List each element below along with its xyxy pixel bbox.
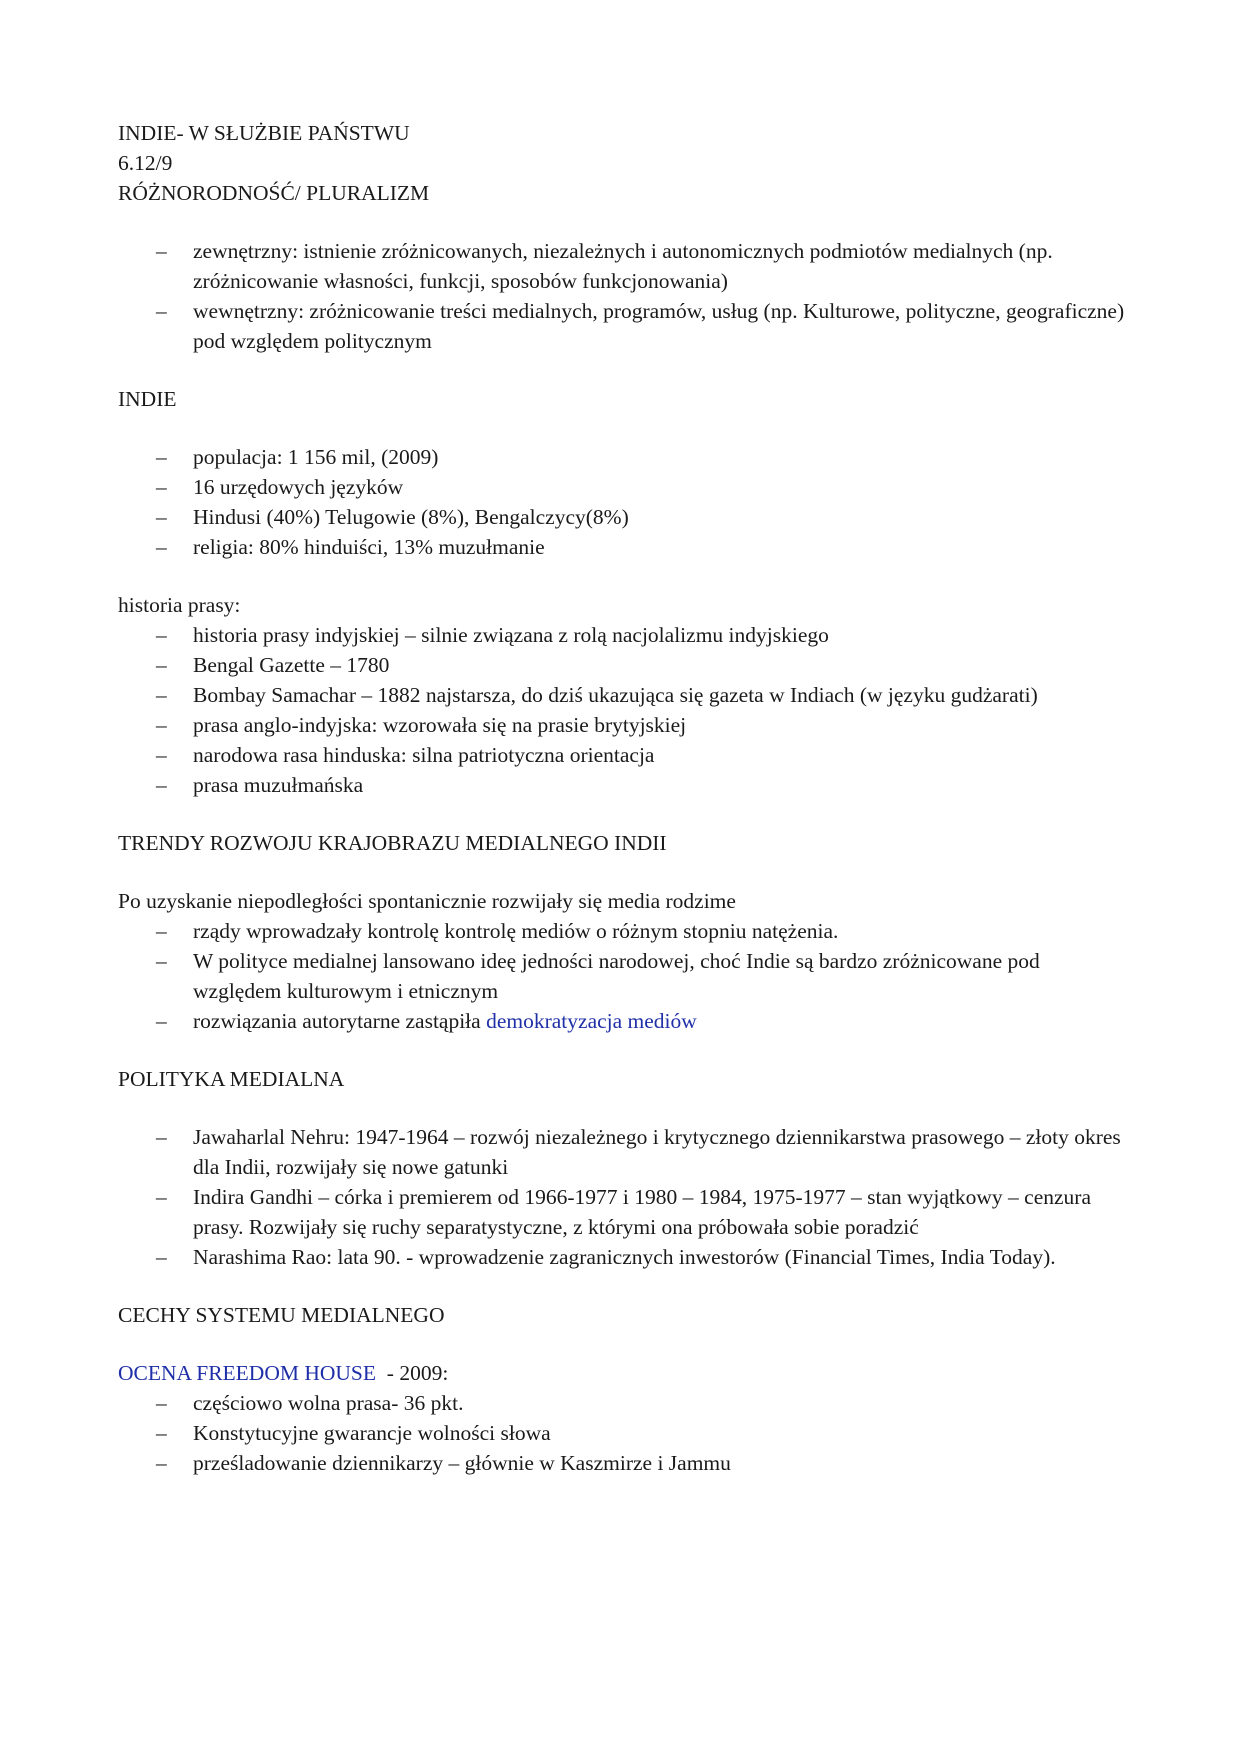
- trends-heading: TRENDY ROZWOJU KRAJOBRAZU MEDIALNEGO INDII: [118, 831, 667, 855]
- list-item-text: historia prasy indyjskiej – silnie związana z rolą nacjolalizmu indyjskiego: [193, 623, 829, 647]
- dash-bullet: –: [156, 1391, 167, 1415]
- list-item-text: Hindusi (40%) Telugowie (8%), Bengalczycy(8%): [193, 505, 629, 529]
- democratization-link[interactable]: demokratyzacja mediów: [486, 1009, 697, 1033]
- list-item-text: częściowo wolna prasa- 36 pkt.: [193, 1391, 464, 1415]
- list-item: [118, 680, 1128, 710]
- dash-bullet: –: [156, 1125, 167, 1149]
- list-item-text: Indira Gandhi – córka i premierem od 1966-1977 i 1980 – 1984, 1975-1977 – stan wyjątkowy – cenzura prasy. Rozwijały się ruchy separatystyczne, z którymi ona próbowała sobie poradzić: [193, 1185, 1092, 1239]
- dash-bullet: –: [156, 1185, 167, 1209]
- list-item: [118, 502, 1128, 532]
- press-history-list: [118, 620, 1128, 800]
- list-item: [118, 916, 1128, 946]
- press-history-heading: historia prasy:: [118, 593, 241, 617]
- list-item: [118, 1242, 1128, 1272]
- dash-bullet: –: [156, 239, 167, 263]
- trends-list: [118, 916, 1128, 1036]
- india-facts-list: [118, 442, 1128, 562]
- list-item-text: Bengal Gazette – 1780: [193, 653, 390, 677]
- dash-bullet: –: [156, 1421, 167, 1445]
- dash-bullet: –: [156, 1451, 167, 1475]
- list-item-text: prześladowanie dziennikarzy – głównie w Kaszmirze i Jammu: [193, 1451, 731, 1475]
- list-item: [118, 710, 1128, 740]
- list-item: [118, 1388, 1128, 1418]
- list-item: [118, 620, 1128, 650]
- dash-bullet: –: [156, 1245, 167, 1269]
- list-item: [118, 1448, 1128, 1478]
- list-item-text: zewnętrzny: istnienie zróżnicowanych, niezależnych i autonomicznych podmiotów medialnych (np. zróżnicowanie własności, funkcji, sposobów funkcjonowania): [193, 239, 1053, 293]
- list-item-text: populacja: 1 156 mil, (2009): [193, 445, 439, 469]
- dash-bullet: –: [156, 743, 167, 767]
- policy-heading: POLITYKA MEDIALNA: [118, 1067, 345, 1091]
- system-heading: CECHY SYSTEMU MEDIALNEGO: [118, 1303, 445, 1327]
- dash-bullet: –: [156, 299, 167, 323]
- list-item-text: rządy wprowadzały kontrolę kontrolę mediów o różnym stopniu natężenia.: [193, 919, 839, 943]
- dash-bullet: –: [156, 949, 167, 973]
- dash-bullet: –: [156, 475, 167, 499]
- freedom-house-year: - 2009:: [376, 1361, 449, 1385]
- dash-bullet: –: [156, 713, 167, 737]
- list-item: [118, 1006, 1128, 1036]
- list-item: [118, 472, 1128, 502]
- list-item-text: prasa anglo-indyjska: wzorowała się na prasie brytyjskiej: [193, 713, 687, 737]
- list-item-text: prasa muzułmańska: [193, 773, 364, 797]
- list-item: [118, 1182, 1128, 1242]
- document-content: [118, 118, 1128, 1478]
- list-item-text: Narashima Rao: lata 90. - wprowadzenie zagranicznych inwestorów (Financial Times, India Today).: [193, 1245, 1056, 1269]
- list-item-text: rozwiązania autorytarne zastąpiła: [193, 1009, 487, 1033]
- trends-intro: Po uzyskanie niepodległości spontanicznie rozwijały się media rodzime: [118, 889, 736, 913]
- freedom-house-line: [118, 1358, 1128, 1388]
- list-item: [118, 296, 1128, 356]
- dash-bullet: –: [156, 919, 167, 943]
- dash-bullet: –: [156, 623, 167, 647]
- list-item-text: Bombay Samachar – 1882 najstarsza, do dziś ukazująca się gazeta w Indiach (w języku gudżarati): [193, 683, 1038, 707]
- policy-list: [118, 1122, 1128, 1272]
- freedom-house-link[interactable]: OCENA FREEDOM HOUSE: [118, 1361, 377, 1385]
- dash-bullet: –: [156, 445, 167, 469]
- list-item-text: religia: 80% hinduiści, 13% muzułmanie: [193, 535, 545, 559]
- list-item: [118, 532, 1128, 562]
- list-item: [118, 650, 1128, 680]
- document-date: 6.12/9: [118, 151, 173, 175]
- dash-bullet: –: [156, 773, 167, 797]
- list-item: [118, 740, 1128, 770]
- dash-bullet: –: [156, 683, 167, 707]
- dash-bullet: –: [156, 653, 167, 677]
- list-item-text: 16 urzędowych języków: [193, 475, 404, 499]
- list-item-text: wewnętrzny: zróżnicowanie treści medialnych, programów, usług (np. Kulturowe, polityczne, geograficzne) pod względem politycznym: [193, 299, 1125, 353]
- pluralism-list: [118, 236, 1128, 356]
- list-item-text: Konstytucyjne gwarancje wolności słowa: [193, 1421, 551, 1445]
- list-item: [118, 1122, 1128, 1182]
- dash-bullet: –: [156, 505, 167, 529]
- list-item: [118, 946, 1128, 1006]
- list-item-text: W polityce medialnej lansowano ideę jedności narodowej, choć Indie są bardzo zróżnicowane pod względem kulturowym i etnicznym: [193, 949, 1040, 1003]
- list-item: [118, 1418, 1128, 1448]
- dash-bullet: –: [156, 535, 167, 559]
- list-item-text: narodowa rasa hinduska: silna patriotyczna orientacja: [193, 743, 655, 767]
- document-title: INDIE- W SŁUŻBIE PAŃSTWU: [118, 121, 410, 145]
- dash-bullet: –: [156, 1009, 167, 1033]
- list-item: [118, 236, 1128, 296]
- list-item-text: Jawaharlal Nehru: 1947-1964 – rozwój niezależnego i krytycznego dziennikarstwa prasowego – złoty okres dla Indii, rozwijały się nowe gatunki: [193, 1125, 1121, 1179]
- list-item: [118, 770, 1128, 800]
- topic-heading: RÓŻNORODNOŚĆ/ PLURALIZM: [118, 181, 430, 205]
- india-heading: INDIE: [118, 387, 177, 411]
- freedom-house-list: [118, 1388, 1128, 1478]
- list-item: [118, 442, 1128, 472]
